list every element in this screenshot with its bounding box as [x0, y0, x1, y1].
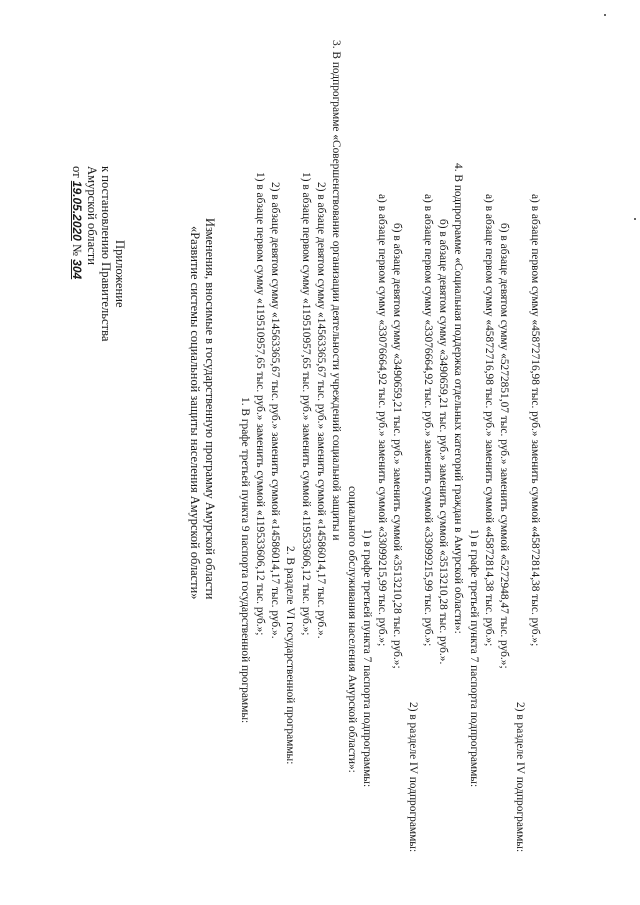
body-text: 2) в разделе IV подпрограммы: — [514, 702, 526, 853]
scan-speck — [634, 218, 636, 220]
appendix-region-line: Амурской области — [85, 166, 99, 266]
document-title: Изменения, вносимые в государственную программу Амурской области — [203, 218, 217, 600]
body-text: а) в абзаце первом сумму «45872716,98 тыс. руб.» заменить суммой «45872814,38 тыс. руб.»; — [483, 194, 495, 647]
appendix-date-line — [70, 166, 84, 279]
body-text: социального обслуживания населения Амурской области»: — [346, 486, 358, 773]
body-text: 4. В подпрограмме «Социальная поддержка отдельных категорий граждан в Амурской области»: — [452, 163, 464, 634]
body-text: 1) в абзаце первом сумму «119510957,65 тыс. руб.» заменить суммой «119533606,12 тыс. руб.»; — [300, 172, 312, 636]
body-text: 2) в разделе IV подпрограммы: — [407, 702, 419, 853]
body-text: 2) в абзаце девятом сумму «14563365,67 тыс. руб.» заменить суммой «14586014,17 тыс. руб.». — [315, 182, 327, 639]
body-text: а) в абзаце первом сумму «33076664,92 тыс. руб.» заменить суммой «33099215,99 тыс. руб.»; — [376, 194, 388, 647]
body-text: б) в абзаце девятом сумму «5272851,07 тыс. руб.» заменить суммой «5272948,47 тыс. руб.»; — [498, 223, 510, 669]
scan-speck — [604, 14, 606, 16]
handwritten-number: 304 — [70, 259, 84, 280]
number-prefix: № — [70, 244, 84, 257]
appendix-decree-line: к постановлению Правительства — [99, 166, 113, 342]
body-text: 1) в графе третьей пункта 7 паспорта подпрограммы: — [361, 529, 373, 788]
appendix-heading: Приложение — [113, 240, 127, 308]
body-text: а) в абзаце первом сумму «33076664,92 тыс. руб.» заменить суммой «33099215,99 тыс. руб.»; — [422, 194, 434, 647]
body-text: б) в абзаце девятом сумму «3490659,21 тыс. руб.» заменить суммой «3513210,28 тыс. руб.»; — [391, 223, 403, 669]
date-prefix: от — [70, 166, 84, 178]
body-text: 2) в абзаце девятом сумму «14563365,67 тыс. руб.» заменить суммой «14586014,17 тыс. руб.». — [269, 182, 281, 639]
handwritten-date: 19.05.2020 — [70, 180, 84, 241]
body-text: 3. В подпрограмме «Совершенствование организации деятельности учреждений социальной защиты и — [330, 40, 342, 541]
body-text: 2. В разделе VI государственной программы: — [284, 546, 296, 765]
body-text: 1) в абзаце первом сумму «119510957,65 тыс. руб.» заменить суммой «119533606,12 тыс. руб.»; — [254, 172, 266, 636]
document-subtitle: «Развитие системы социальной защиты населения Амурской области» — [188, 226, 202, 600]
body-text: а) в абзаце первом сумму «45872716,98 тыс. руб.» заменить суммой «45872814,38 тыс. руб.»; — [529, 194, 541, 647]
body-text: 1) в графе третьей пункта 7 паспорта подпрограммы: — [468, 529, 480, 788]
body-text: 1. В графе третьей пункта 9 паспорта государственной программы: — [239, 397, 251, 724]
body-text: б) в абзаце девятом сумму «3490659,21 тыс. руб.» заменить суммой «3513210,28 тыс. руб.». — [437, 219, 449, 665]
